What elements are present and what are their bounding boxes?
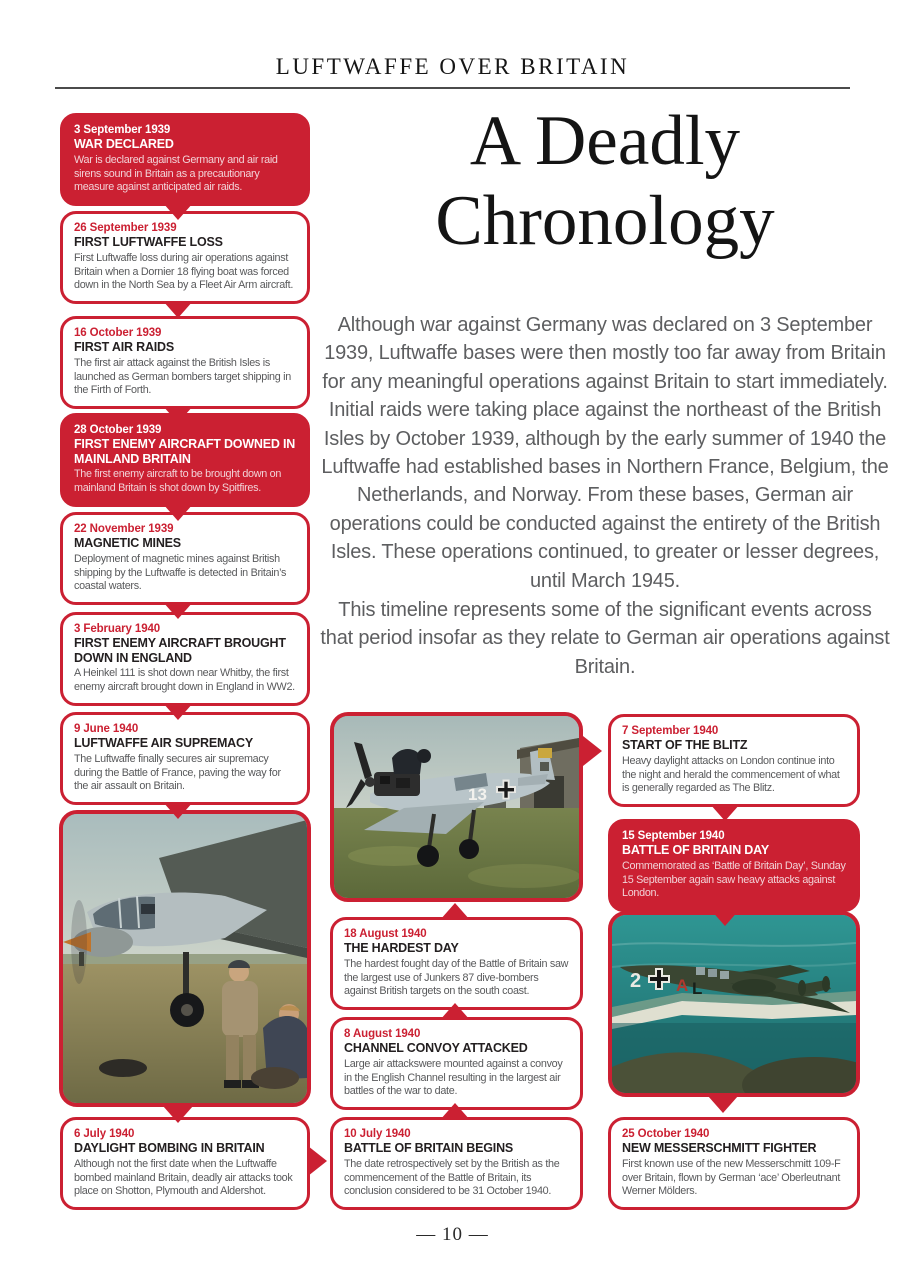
event-body: War is declared against Germany and air raid sirens sound in Britain as a precautionary measure against anticipated air raids. <box>74 153 278 194</box>
timeline-event-first-enemy-downed <box>60 413 310 507</box>
bf109-airfield-photo <box>330 712 583 902</box>
event-date: 18 August 1940 <box>344 928 427 940</box>
wheel <box>459 839 479 859</box>
event-body: Although not the first date when the Luftwaffe bombed mainland Britain, deadly air attacks took place on Shotton, Plymouth and Aldershot. <box>74 1157 293 1198</box>
connector-arrow-down <box>163 301 193 318</box>
timeline-event-hardest-day <box>330 917 583 1010</box>
bf110-illustration <box>612 915 856 1093</box>
article-title-line1: A Deadly <box>469 102 741 180</box>
wheel <box>417 845 439 867</box>
photo-right-wrap <box>608 911 860 1097</box>
timeline-event-magnetic-mines <box>60 512 310 605</box>
grass-patch <box>468 864 579 888</box>
event-body: The first air attack against the British Isles is launched as German bombers target shipping in the Firth of Forth. <box>74 356 291 397</box>
event-body: The hardest fought day of the Battle of Britain saw the largest use of Junkers 87 dive-bombers against British targets on the south coast. <box>344 957 569 998</box>
event-body: First known use of the new Messerschmitt 109-F over Britain, flown by German ‘ace’ Oberleutnant Werner Mölders. <box>622 1157 841 1198</box>
photo-middle-wrap <box>330 712 583 902</box>
tail-marking-smudge <box>540 762 549 771</box>
event-body: A Heinkel 111 is shot down near Whitby, the first enemy aircraft brought down in England in WW2. <box>74 667 295 693</box>
event-date: 9 June 1940 <box>74 723 139 735</box>
tail-fin <box>822 976 830 992</box>
event-body: Commemorated as ‘Battle of Britain Day’, Sunday 15 September again saw heavy attacks against London. <box>622 859 846 900</box>
event-date: 10 July 1940 <box>344 1128 411 1140</box>
event-date: 6 July 1940 <box>74 1128 135 1140</box>
timeline-event-first-luftwaffe-loss <box>60 211 310 304</box>
event-body: The first enemy aircraft to be brought down on mainland Britain is shot down by Spitfires. <box>74 468 282 494</box>
connector-arrow-down <box>710 909 740 926</box>
connector-arrow-right <box>583 736 602 766</box>
event-date: 3 February 1940 <box>74 623 161 635</box>
intro-paragraph-2: This timeline represents some of the significant events across that period insofar as they relate to German air operations against Britain. <box>320 599 890 678</box>
event-date: 22 November 1939 <box>74 523 174 535</box>
bomber-crew-photo <box>59 810 311 1107</box>
timeline-event-air-supremacy <box>60 712 310 805</box>
timeline-event-first-enemy-england <box>60 612 310 706</box>
connector-arrow-down <box>710 804 740 821</box>
event-title: FIRST ENEMY AIRCRAFT BROUGHT DOWN IN ENGLAND <box>74 636 286 665</box>
page-number: — 10 — <box>416 1224 489 1245</box>
fuselage-letter-a: A <box>676 976 689 995</box>
timeline-event-new-messerschmitt <box>608 1117 860 1210</box>
connector-arrow-down <box>708 1096 738 1113</box>
event-date: 15 September 1940 <box>622 830 725 842</box>
event-body: First Luftwaffe loss during air operations against Britain when a Dornier 18 flying boat was forced down in the North Sea by a Fleet Air Arm aircraft. <box>74 251 294 292</box>
event-body: The date retrospectively set by the British as the commencement of the Battle of Britain, its conclusion considered to be 31 October 1940. <box>344 1157 560 1198</box>
event-body: Large air attackswere mounted against a convoy in the English Channel resulting in the largest air battles of the war to date. <box>344 1057 563 1098</box>
wheel-hub <box>181 1004 193 1016</box>
event-title: BATTLE OF BRITAIN DAY <box>622 843 769 858</box>
connector-arrow-down <box>163 504 193 521</box>
connector-arrow-up <box>440 903 470 920</box>
canopy-pane <box>720 971 729 979</box>
distant-figure <box>79 952 84 966</box>
event-title: FIRST ENEMY AIRCRAFT DOWNED IN MAINLAND BRITAIN <box>74 437 296 466</box>
timeline-event-war-declared <box>60 113 310 206</box>
connector-arrow-down <box>163 602 193 619</box>
prop-hub <box>365 777 375 787</box>
event-body: The Luftwaffe finally secures air supremacy during the Battle of France, paving the way for the air assault on Britain. <box>74 752 281 793</box>
fuselage-number: 13 <box>468 785 487 804</box>
kit-bag <box>99 1059 147 1077</box>
bf110-over-coast-photo <box>608 911 860 1097</box>
event-title: FIRST AIR RAIDS <box>74 340 175 355</box>
pilot-in-cockpit <box>141 904 155 914</box>
connector-arrow-right <box>308 1146 327 1176</box>
article-title <box>322 102 888 261</box>
engine-nacelle <box>732 979 776 995</box>
event-title: LUFTWAFFE AIR SUPREMACY <box>74 736 253 751</box>
connector-arrow-down <box>163 406 193 423</box>
timeline-event-battle-of-britain-begins <box>330 1117 583 1210</box>
event-title: THE HARDEST DAY <box>344 941 459 956</box>
canopy-pane <box>708 969 717 977</box>
header-rule <box>55 87 850 89</box>
event-date: 26 September 1939 <box>74 222 177 234</box>
event-date: 25 October 1940 <box>622 1128 710 1140</box>
timeline-event-daylight-bombing <box>60 1117 310 1210</box>
yellow-rudder-tip <box>538 748 552 758</box>
event-title: MAGNETIC MINES <box>74 536 181 551</box>
propeller-blur <box>71 900 87 984</box>
fuselage-letter-l: L <box>692 979 703 998</box>
event-title: BATTLE OF BRITAIN BEGINS <box>344 1141 514 1156</box>
canopy-pane <box>696 967 705 975</box>
event-title: FIRST LUFTWAFFE LOSS <box>74 235 223 250</box>
timeline-event-battle-of-britain-day <box>608 819 860 912</box>
bf109-illustration <box>334 716 579 898</box>
connector-arrow-down <box>163 802 193 819</box>
connector-arrow-down <box>163 703 193 720</box>
event-title: WAR DECLARED <box>74 137 174 152</box>
article-title-line2: Chronology <box>435 181 775 260</box>
event-body: Heavy daylight attacks on London continue into the night and herald the commencement of what is generally regarded as The Blitz. <box>622 754 840 795</box>
event-date: 28 October 1939 <box>74 424 162 436</box>
connector-arrow-down <box>163 1106 193 1123</box>
page-header: LUFTWAFFE OVER BRITAIN <box>275 54 630 79</box>
event-title: DAYLIGHT BOMBING IN BRITAIN <box>74 1141 265 1156</box>
engine-detail <box>380 776 390 784</box>
engine-detail <box>396 778 410 788</box>
photo-left-wrap <box>59 810 311 1107</box>
event-date: 3 September 1939 <box>74 124 171 136</box>
event-date: 8 August 1940 <box>344 1028 421 1040</box>
fuselage-number: 2 <box>630 970 642 992</box>
event-title: CHANNEL CONVOY ATTACKED <box>344 1041 528 1056</box>
event-title: NEW MESSERSCHMITT FIGHTER <box>622 1141 817 1156</box>
timeline-event-channel-convoy <box>330 1017 583 1110</box>
connector-arrow-down <box>163 203 193 220</box>
connector-arrow-up <box>440 1103 470 1120</box>
event-body: Deployment of magnetic mines against British shipping by the Luftwaffe is detected in Britain’s coastal waters. <box>74 552 287 593</box>
event-title: START OF THE BLITZ <box>622 738 748 753</box>
intro-paragraph-1: Although war against Germany was declared on 3 September 1939, Luftwaffe bases were then mostly too far away from Britain for any meaningful operations against Britain to start immediately. Initial raids were taking place against the northeast of the British Isles by October 1939, although by the early summer of 1940 the Luftwaffe had established bases in Northern France, Belgium, the Netherlands, and Norway. From these bases, German air operations could be conducted against the entirety of the British Isles. These operations continued, to greater or lesser degrees, until March 1945. <box>321 314 889 592</box>
timeline-event-first-air-raids <box>60 316 310 409</box>
timeline-event-start-of-blitz <box>608 714 860 807</box>
mechanic-head <box>417 749 431 763</box>
event-date: 16 October 1939 <box>74 327 162 339</box>
bomber-crew-illustration <box>63 814 307 1103</box>
tail-fin <box>798 980 806 996</box>
connector-arrow-up <box>440 1003 470 1020</box>
event-date: 7 September 1940 <box>622 725 719 737</box>
